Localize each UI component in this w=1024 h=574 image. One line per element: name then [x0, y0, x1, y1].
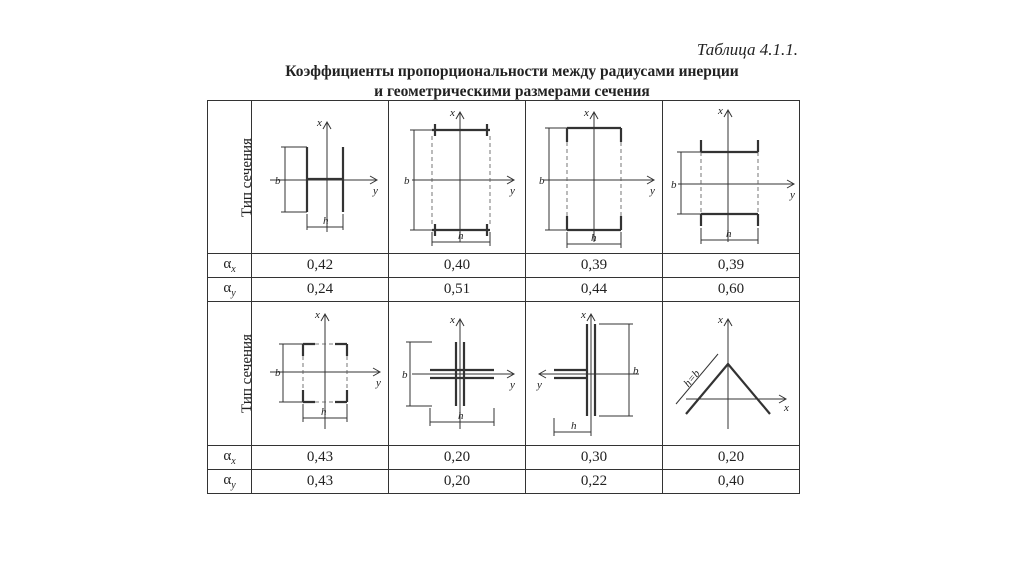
section-drawing-two-channels-box — [526, 101, 663, 254]
svg-text:b: b — [633, 364, 639, 377]
svg-text:x: x — [581, 308, 586, 321]
svg-text:y: y — [510, 378, 515, 391]
alpha-x-value: 0,40 — [389, 254, 526, 278]
svg-text:b: b — [402, 368, 408, 381]
coefficients-table — [207, 100, 800, 494]
svg-text:x: x — [584, 107, 589, 119]
alpha-x-value: 0,20 — [389, 446, 526, 470]
alpha-y-row-2 — [208, 470, 800, 494]
section-type-label: Тип сечения — [208, 302, 252, 446]
svg-text:b: b — [275, 175, 281, 187]
section-drawing-cross-of-angles — [389, 302, 526, 446]
svg-text:h: h — [323, 215, 329, 227]
svg-text:y: y — [376, 376, 381, 389]
alpha-x-value: 0,43 — [252, 446, 389, 470]
alpha-y-value: 0,44 — [526, 278, 663, 302]
alpha-y-value: 0,51 — [389, 278, 526, 302]
alpha-x-value: 0,42 — [252, 254, 389, 278]
svg-text:h: h — [571, 419, 577, 432]
alpha-y-value: 0,40 — [663, 470, 800, 494]
svg-text:b: b — [275, 366, 281, 379]
table-caption: Таблица 4.1.1. — [696, 40, 798, 59]
svg-text:y: y — [790, 189, 795, 201]
svg-text:b: b — [671, 179, 677, 191]
svg-text:x: x — [450, 107, 455, 119]
svg-text:y: y — [510, 185, 515, 197]
svg-text:h: h — [321, 405, 327, 418]
svg-text:h: h — [591, 232, 597, 244]
section-drawing-two-channels-spaced — [389, 101, 526, 254]
svg-text:y: y — [373, 185, 378, 197]
section-drawing-tee-of-angles — [526, 302, 663, 446]
svg-text:x: x — [315, 308, 320, 321]
alpha-x-row-2 — [208, 446, 800, 470]
section-type-row-1 — [208, 101, 800, 254]
alpha-y-value: 0,24 — [252, 278, 389, 302]
svg-text:h: h — [458, 230, 464, 242]
alpha-x-value: 0,20 — [663, 446, 800, 470]
alpha-y-value: 0,22 — [526, 470, 663, 494]
section-type-row-2 — [208, 302, 800, 446]
svg-text:h=b: h=b — [681, 367, 703, 390]
alpha-y-value: 0,20 — [389, 470, 526, 494]
alpha-y-label: $\alpha_y$ — [208, 470, 252, 494]
section-drawing-two-channels-facing-out — [663, 101, 800, 254]
alpha-x-label: $\alpha_x$ — [208, 254, 252, 278]
svg-text:y: y — [650, 185, 655, 197]
svg-text:h: h — [458, 409, 464, 422]
section-drawing-single-angle — [663, 302, 800, 446]
alpha-x-label: $\alpha_x$ — [208, 446, 252, 470]
svg-text:y: y — [537, 378, 542, 391]
alpha-x-value: 0,39 — [663, 254, 800, 278]
svg-text:b: b — [404, 175, 410, 187]
section-type-label: Тип сечения — [208, 101, 252, 254]
svg-text:x: x — [317, 117, 322, 129]
alpha-x-value: 0,30 — [526, 446, 663, 470]
svg-text:x: x — [718, 105, 723, 117]
svg-text:b: b — [539, 175, 545, 187]
alpha-x-row-1 — [208, 254, 800, 278]
svg-text:h: h — [726, 228, 732, 240]
alpha-y-row-1 — [208, 278, 800, 302]
alpha-x-value: 0,39 — [526, 254, 663, 278]
table-title-line-2: и геометрическими размерами сечения — [374, 83, 650, 100]
alpha-y-value: 0,60 — [663, 278, 800, 302]
table-title-line-1: Коэффициенты пропорциональности между радиусами инерции — [285, 63, 739, 80]
alpha-y-label: $\alpha_y$ — [208, 278, 252, 302]
svg-text:x: x — [784, 401, 789, 414]
alpha-y-value: 0,43 — [252, 470, 389, 494]
section-drawing-four-angles-box — [252, 302, 389, 446]
section-drawing-i-beam — [252, 101, 389, 254]
svg-text:x: x — [450, 313, 455, 326]
svg-text:x: x — [718, 313, 723, 326]
